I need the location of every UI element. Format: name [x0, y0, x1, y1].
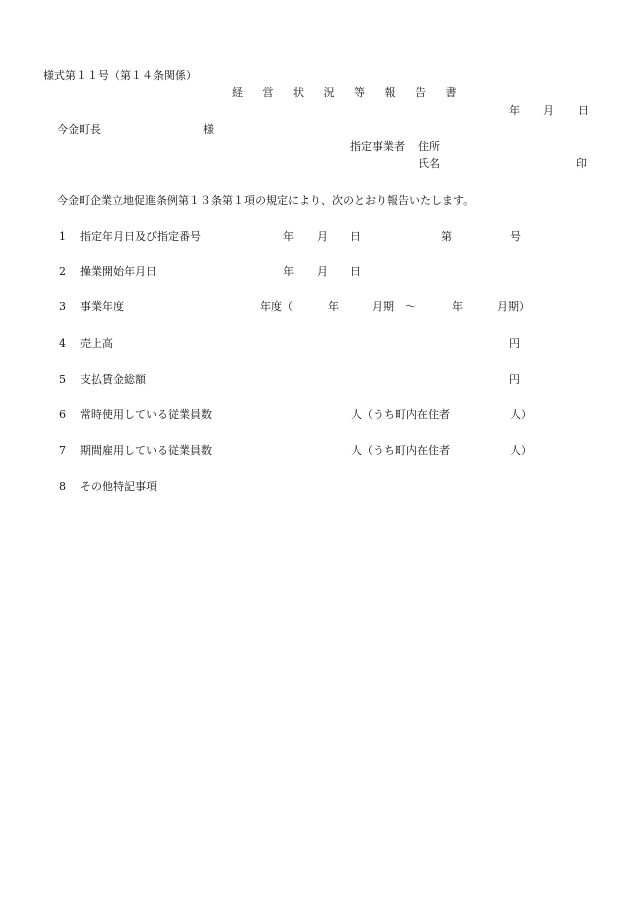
item-year-label: 年: [283, 230, 294, 243]
item-year1-label: 年: [328, 300, 339, 313]
form-number: 様式第１１号（第１４条関係）: [43, 69, 197, 82]
date-year-label: 年: [509, 104, 520, 117]
item-label: 指定年月日及び指定番号: [80, 230, 201, 243]
item-nendo-label: 年度（: [260, 300, 293, 313]
document-title: 経 営 状 況 等 報 告 書: [232, 86, 465, 99]
item-label: 操業開始年月日: [80, 265, 157, 278]
item-month1-label: 月期: [372, 300, 394, 313]
item-dai-label: 第: [441, 230, 452, 243]
item-label: 期間雇用している従業員数: [80, 444, 212, 457]
item-people-close: 人）: [510, 408, 532, 421]
item-people-label: 人（うち町内在住者: [351, 408, 450, 421]
item-go-label: 号: [510, 230, 521, 243]
addressee-honorific: 様: [203, 123, 214, 136]
date-day-label: 日: [578, 104, 589, 117]
date-month-label: 月: [543, 104, 554, 117]
item-people-close: 人）: [510, 444, 532, 457]
item-day-label: 日: [350, 265, 361, 278]
item-people-label: 人（うち町内在住者: [351, 444, 450, 457]
seal-mark: 印: [576, 157, 587, 170]
item-label: 事業年度: [80, 300, 124, 313]
item-label: その他特記事項: [80, 480, 157, 493]
item-year2-label: 年: [452, 300, 463, 313]
item-month-label: 月: [317, 265, 328, 278]
item-label: 売上高: [80, 337, 113, 350]
item-number: 4: [59, 337, 66, 350]
applicant-role: 指定事業者: [350, 140, 405, 153]
item-month2-label: 月期）: [497, 300, 530, 313]
item-number: 6: [59, 408, 66, 421]
item-unit-label: 円: [509, 373, 520, 386]
item-label: 支払賃金総額: [80, 373, 146, 386]
item-day-label: 日: [350, 230, 361, 243]
name-label: 氏名: [418, 157, 440, 170]
item-number: 8: [59, 480, 66, 493]
item-number: 2: [59, 265, 66, 278]
item-label: 常時使用している従業員数: [80, 408, 212, 421]
item-unit-label: 円: [509, 337, 520, 350]
item-number: 3: [59, 300, 66, 313]
addressee-name: 今金町長: [57, 123, 101, 136]
intro-text: 今金町企業立地促進条例第１３条第１項の規定により、次のとおり報告いたします。: [57, 194, 475, 207]
item-year-label: 年: [283, 265, 294, 278]
item-tilde: ～: [405, 300, 416, 313]
item-number: 7: [59, 444, 66, 457]
item-number: 5: [59, 373, 66, 386]
item-month-label: 月: [317, 230, 328, 243]
item-number: 1: [59, 230, 66, 243]
address-label: 住所: [418, 140, 440, 153]
